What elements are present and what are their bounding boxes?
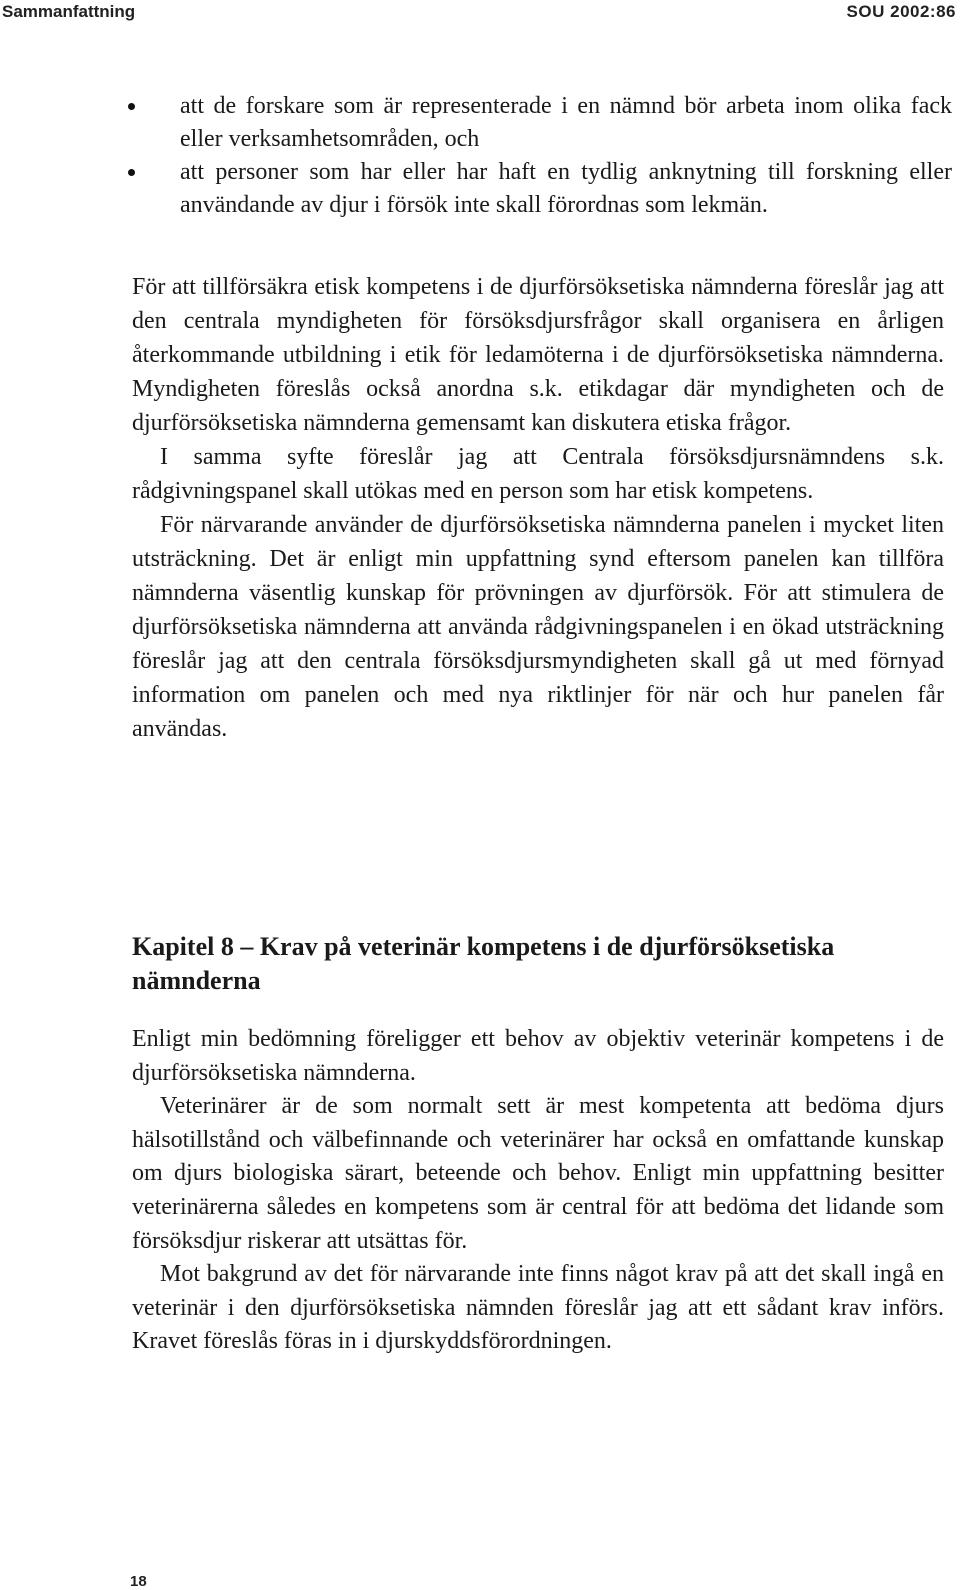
paragraph: För att tillförsäkra etisk kompetens i de djurförsöksetiska nämnderna föreslår jag att den centrala myndigheten för försöksdjursfrågor skall organisera en årligen återkommande utbildning i etik för ledamöterna i de djurförsöksetiska nämnderna. Myndigheten föreslås också anordna s.k. etikdagar där myndigheten och de djurförsöksetiska nämnderna gemensamt kan diskutera etiska frågor. (132, 274, 944, 436)
bullet-list (122, 90, 952, 222)
paragraph: Veterinärer är de som normalt sett är mest kompetenta att bedöma djurs hälsotillstånd och välbefinnande och veterinärer har också en omfattande kunskap om djurs biologiska särart, beteende och behov. Enligt min uppfattning besitter veterinärerna således en kompetens som är central för att bedöma det lidande som försöksdjur riskerar att utsättas för. (132, 1093, 944, 1254)
document-reference-text: SOU 2002:86 (846, 2, 956, 21)
bullet-item: att de forskare som är representerade i en nämnd bör arbeta inom olika fack eller verksamhetsområden, och (122, 90, 952, 156)
running-header (0, 0, 960, 24)
bullet-item: att personer som har eller har haft en tydlig anknytning till forskning eller användande av djur i försök inte skall förordnas som lekmän. (122, 156, 952, 222)
paragraph: För närvarande använder de djurförsöksetiska nämnderna panelen i mycket liten utsträckning. Det är enligt min uppfattning synd eftersom panelen kan tillföra nämnderna väsentlig kunskap för prövningen av djurförsök. För att stimulera de djurförsöksetiska nämnderna att använda rådgivningspanelen i en ökad utsträckning föreslår jag att den centrala försöksdjursmyndigheten skall gå ut med förnyad information om panelen och med nya riktlinjer för när och hur panelen får användas. (132, 512, 944, 742)
paragraph: I samma syfte föreslår jag att Centrala försöksdjursnämndens s.k. rådgivningspanel skall utökas med en person som har etisk kompetens. (132, 444, 944, 504)
chapter-body (132, 1023, 944, 1359)
section-body (132, 270, 944, 746)
section-title: Sammanfattning (2, 2, 136, 21)
paragraph: Mot bakgrund av det för närvarande inte finns något krav på att det skall ingå en veterinär i den djurförsöksetiska nämnden föreslår jag att ett sådant krav införs. Kravet föreslås föras in i djurskyddsförordningen. (132, 1261, 944, 1355)
chapter-heading: Kapitel 8 – Krav på veterinär kompetens i de djurförsöksetiska nämnderna (132, 932, 835, 995)
paragraph: Enligt min bedömning föreligger ett behov av objektiv veterinär kompetens i de djurförsöksetiska nämnderna. (132, 1026, 944, 1086)
page-number: 18 (130, 1573, 147, 1590)
document-reference (847, 2, 956, 22)
